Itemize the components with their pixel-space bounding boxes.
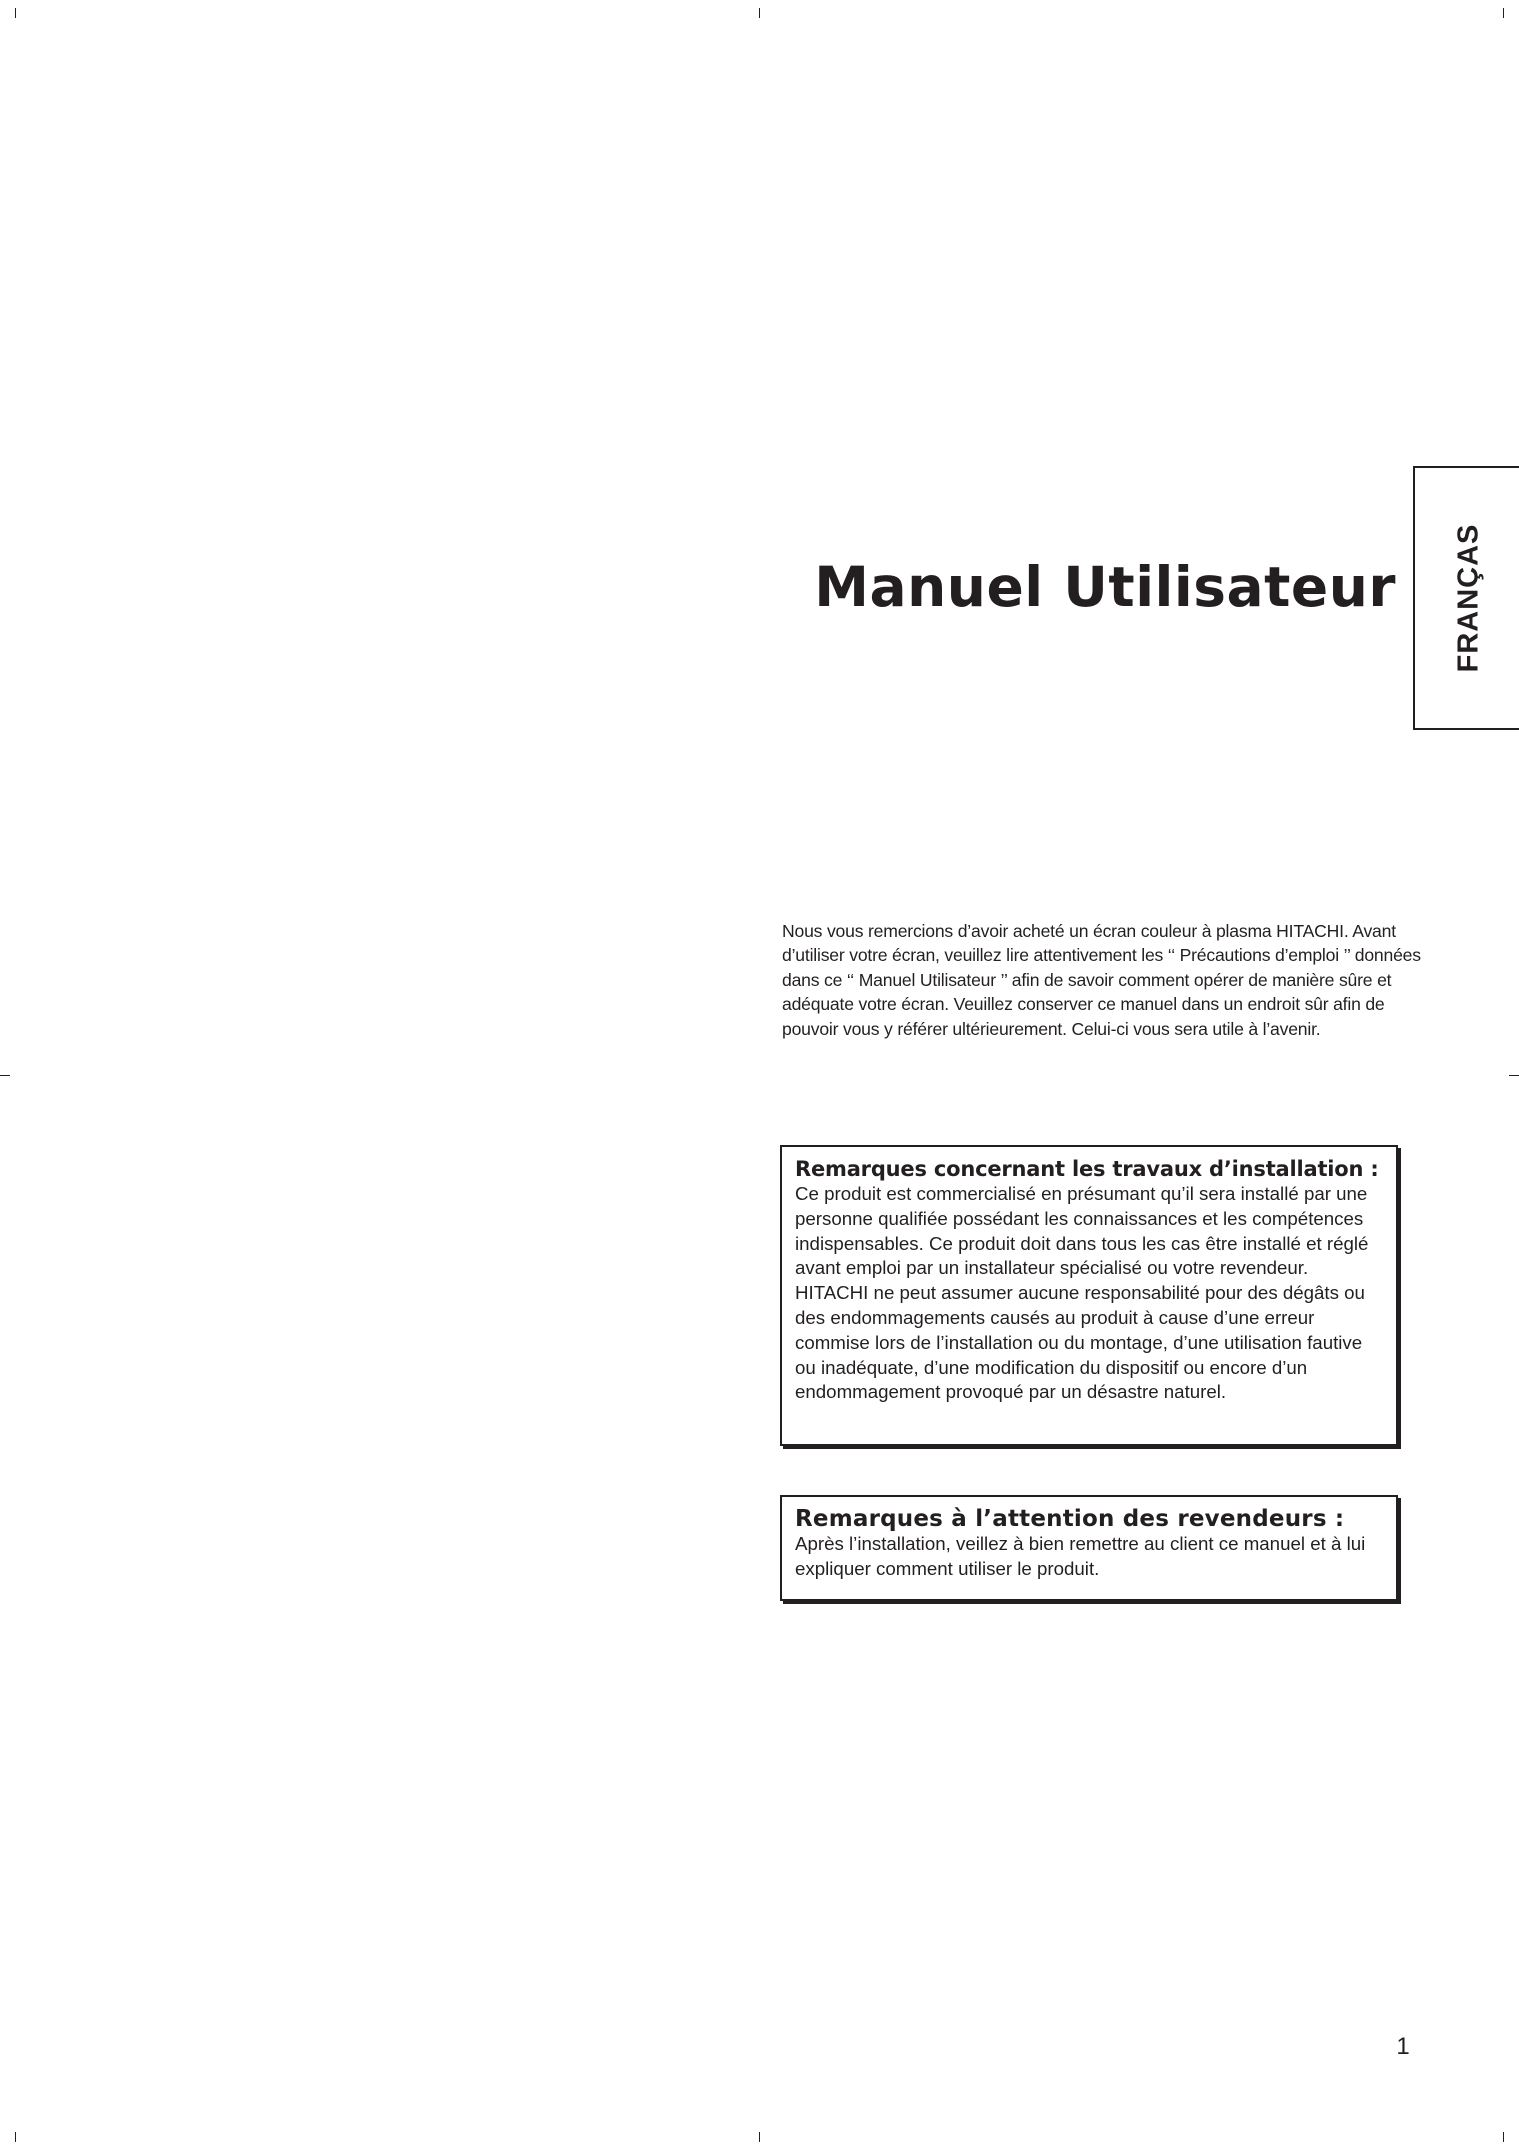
crop-mark-top-center (759, 8, 760, 18)
crop-mark-bottom-right (1503, 2132, 1504, 2142)
crop-mark-right-middle (1509, 1075, 1519, 1076)
dealer-notes-box (780, 1495, 1398, 1601)
language-tab (1413, 466, 1519, 730)
installation-notes-body: Ce produit est commercialisé en présumant qu’il sera installé par une personne qualifiée possédant les connaissances et les compétences indispensables. Ce produit doit dans tous les cas être installé et réglé avant emploi par un installateur spécialisé ou votre revendeur. HITACHI ne peut assumer aucune responsabilité pour des dégâts ou des endommagements causés au produit à cause d’une erreur commise lors de l’installation ou du montage, d’une utilisation fautive ou inadéquate, d’une modification du dispositif ou encore d’un endommagement provoqué par un désastre naturel. (795, 1183, 1369, 1403)
crop-mark-top-right (1503, 8, 1504, 18)
page-number: 1 (1396, 2033, 1410, 2060)
installation-notes-box (780, 1145, 1398, 1446)
crop-mark-left-middle (0, 1075, 10, 1076)
crop-mark-bottom-center (759, 2132, 760, 2142)
crop-mark-top-left (15, 8, 16, 18)
language-tab-label: FRANÇAS (1452, 523, 1485, 673)
dealer-notes-heading: Remarques à l’attention des revendeurs : (795, 1506, 1345, 1532)
intro-paragraph: Nous vous remercions d’avoir acheté un écran couleur à plasma HITACHI. Avant d’utiliser votre écran, veuillez lire attentivement les ‘‘ Précautions d’emploi ’’ données dans ce ‘‘ Manuel Utilisateur ’’ afin de savoir comment opérer de manière sûre et adéquate votre écran. Veuillez conserver ce manuel dans un endroit sûr afin de pouvoir vous y référer ultérieurement. Celui-ci vous sera utile à l’avenir. (782, 921, 1421, 1039)
dealer-notes-body: Après l’installation, veillez à bien remettre au client ce manuel et à lui expliquer comment utiliser le produit. (795, 1533, 1366, 1579)
crop-mark-bottom-left (15, 2132, 16, 2142)
installation-notes-heading: Remarques concernant les travaux d’installation : (795, 1157, 1379, 1181)
page-title: Manuel Utilisateur (814, 554, 1396, 619)
